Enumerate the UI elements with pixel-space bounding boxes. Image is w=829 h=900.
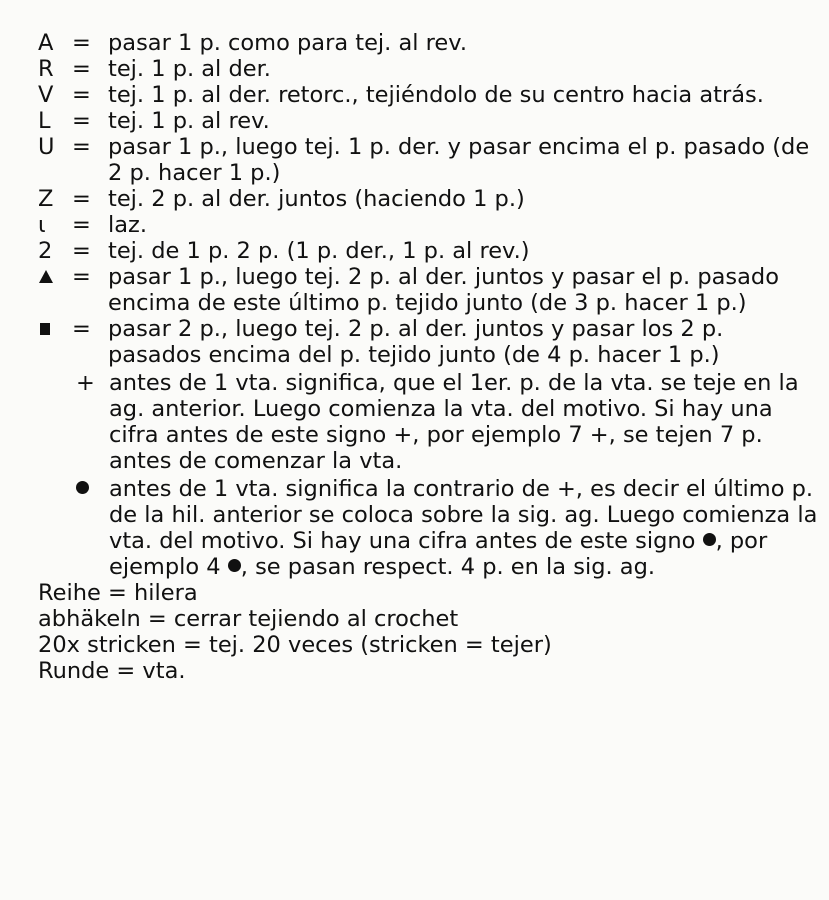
legend-row-2 [38,238,823,264]
legend-description: pasar 1 p., luego tej. 1 p. der. y pasar encima el p. pasado (de 2 p. hacer 1 p.) [108,134,810,186]
legend-description: tej. 2 p. al der. juntos (haciendo 1 p.) [108,186,525,212]
equals-sign: = [72,316,91,342]
legend-description: tej. 1 p. al der. retorc., tejiéndolo de su centro hacia atrás. [108,82,764,108]
note-dot-text-c: , se pasan respect. 4 p. en la sig. ag. [240,554,656,580]
glossary-item: Runde = vta. [38,658,186,684]
note-dot-text [109,476,823,580]
symbol-z: Z [38,186,54,212]
equals-sign: = [72,56,91,82]
legend-description: pasar 1 p., luego tej. 2 p. al der. juntos y pasar el p. pasado encima de este último p. tejido junto (de 3 p. hacer 1 p.) [108,264,779,316]
triangle-icon [38,264,72,290]
symbol-legend [38,30,823,684]
note-dot-text-a: antes de 1 vta. significa la contrario de +, es decir el último p. de la hil. anterior se coloca sobre la sig. ag. Luego comienza la vta. del motivo. Si hay una cifra antes de este signo [109,476,818,554]
dot-icon [228,559,241,572]
legend-row-triangle [38,264,823,316]
symbol-a: A [38,30,54,56]
yarn-over-symbol: ɩ [38,212,46,238]
square-icon [38,316,72,342]
legend-row-z [38,186,823,212]
glossary-item: abhäkeln = cerrar tejiendo al crochet [38,606,459,632]
legend-row-a [38,30,823,56]
legend-description: pasar 1 p. como para tej. al rev. [108,30,468,56]
legend-row-l [38,108,823,134]
legend-row-v [38,82,823,108]
legend-description: tej. 1 p. al rev. [108,108,270,134]
legend-row-square [38,316,823,368]
note-dot-text-b: , por ejemplo 4 [109,528,768,580]
legend-row-u [38,134,823,186]
legend-row-r [38,56,823,82]
note-plus-text: antes de 1 vta. significa, que el 1er. p. de la vta. se teje en la ag. anterior. Luego comienza la vta. del motivo. Si hay una cifra antes de este signo +, por ejemplo 7 +, se tejen 7 p. antes de comenzar la vta. [109,370,799,474]
plus-icon: + [76,370,95,396]
symbol-v: V [38,82,54,108]
glossary [38,580,823,684]
legend-description: pasar 2 p., luego tej. 2 p. al der. juntos y pasar los 2 p. pasados encima del p. tejido junto (de 4 p. hacer 1 p.) [108,316,724,368]
equals-sign: = [72,264,91,290]
equals-sign: = [72,186,91,212]
note-dot [38,476,823,580]
glossary-item: Reihe = hilera [38,580,198,606]
equals-sign: = [72,82,91,108]
dot-icon [703,533,716,546]
symbol-2: 2 [38,238,53,264]
symbol-l: L [38,108,51,134]
dot-icon [76,476,109,502]
note-plus [38,370,823,474]
symbol-r: R [38,56,54,82]
equals-sign: = [72,108,91,134]
equals-sign: = [72,134,91,160]
symbol-u: U [38,134,55,160]
legend-description: laz. [108,212,148,238]
glossary-item: 20x stricken = tej. 20 veces (stricken = tejer) [38,632,552,658]
equals-sign: = [72,30,91,56]
legend-description: tej. 1 p. al der. [108,56,271,82]
equals-sign: = [72,238,91,264]
legend-row-yarn-over [38,212,823,238]
legend-description: tej. de 1 p. 2 p. (1 p. der., 1 p. al rev.) [108,238,530,264]
equals-sign: = [72,212,91,238]
